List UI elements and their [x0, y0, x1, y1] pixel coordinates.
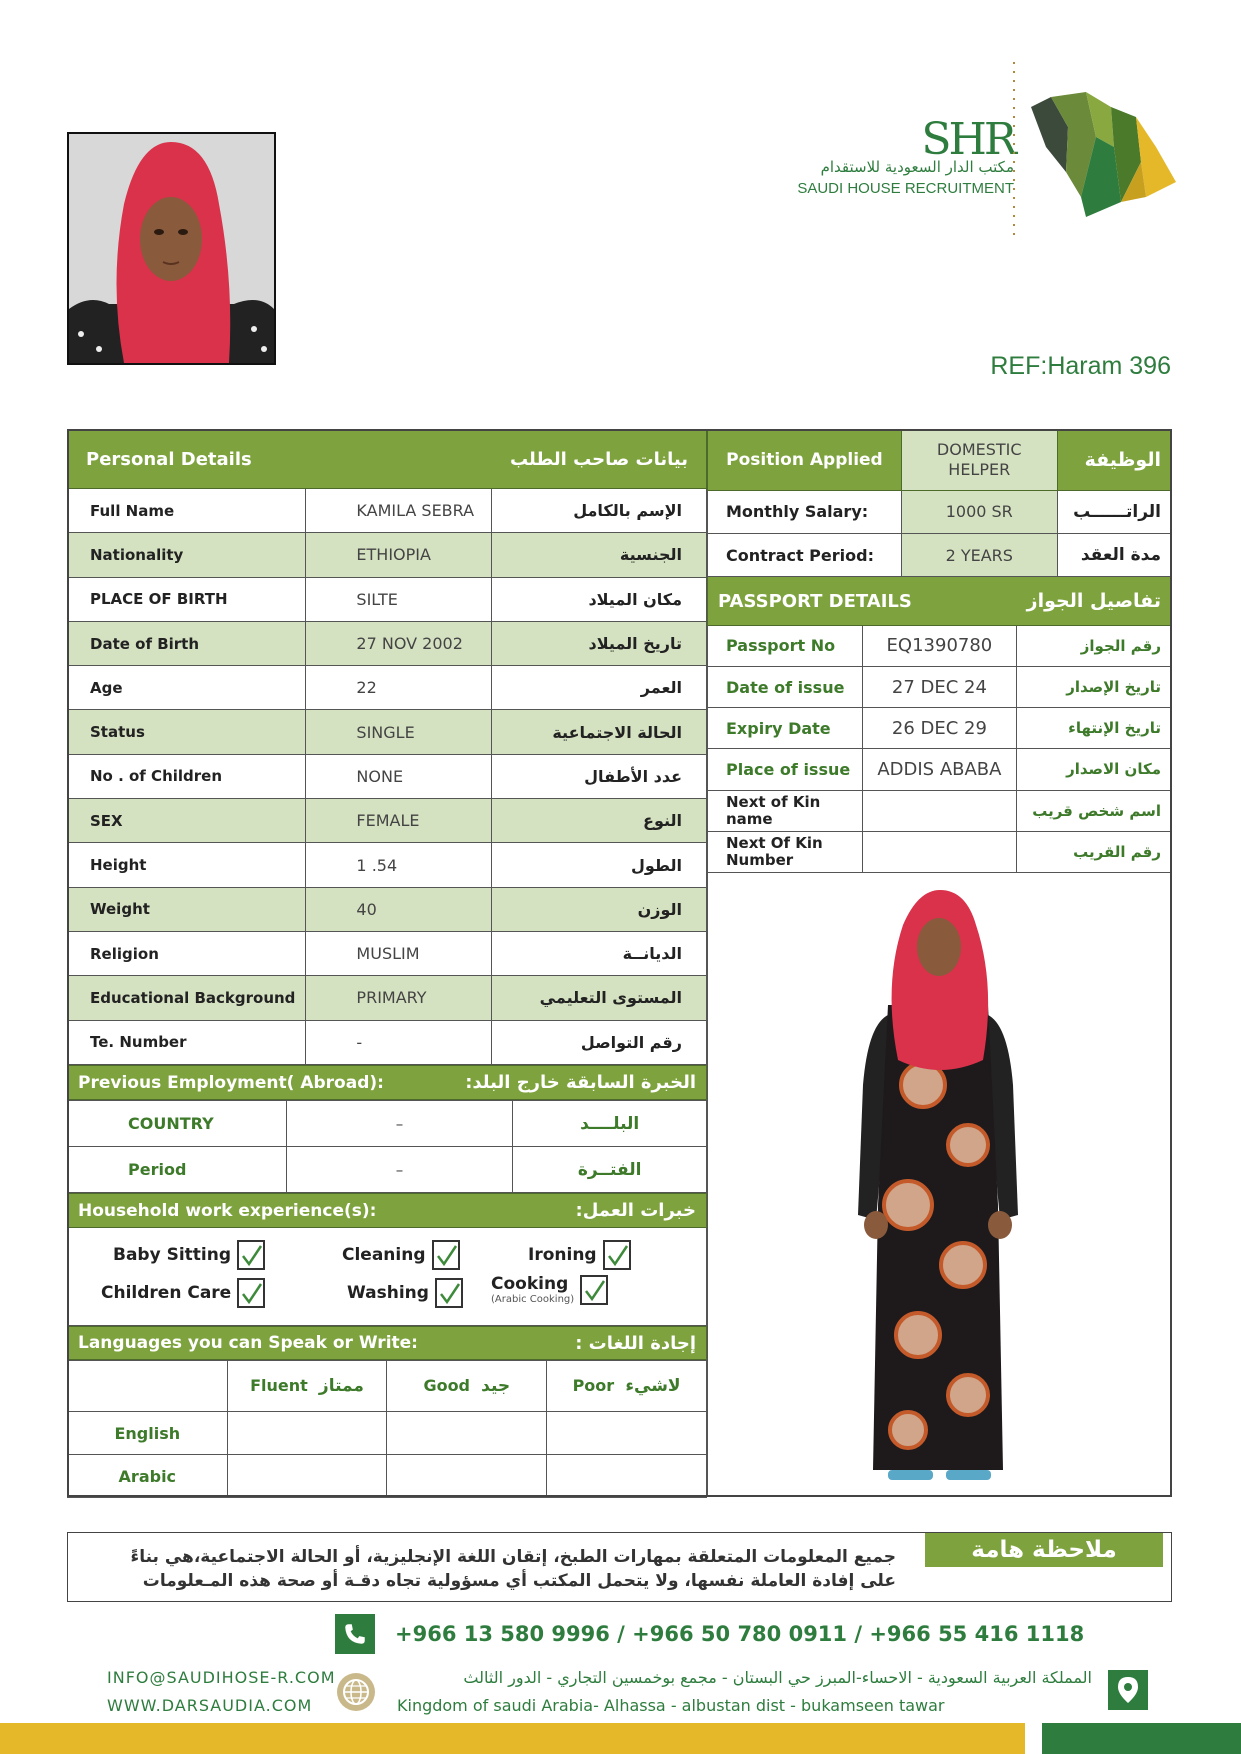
field-label-ar: عدد الأطفال: [492, 754, 707, 798]
personal-details-title-ar: بيانات صاحب الطلب: [492, 430, 707, 489]
level-ar: جيد: [481, 1376, 511, 1396]
passport-title-ar: تفاصيل الجواز: [1017, 577, 1172, 625]
checkbox-checked-icon[interactable]: [603, 1240, 631, 1270]
skill-label: [113, 1245, 231, 1265]
skill-label-text: Cleaning: [342, 1245, 426, 1265]
passport-field-label: Date of issue: [708, 666, 863, 707]
language-level-header: [387, 1361, 547, 1412]
skill-label-text: Baby Sitting: [113, 1245, 232, 1265]
reference-number: REF:Haram 396: [990, 352, 1171, 380]
checkbox-checked-icon[interactable]: [435, 1278, 463, 1308]
table-row: [68, 489, 707, 533]
previous-employment-title-ar: الخبرة السابقة خارج البلد:: [429, 1066, 707, 1100]
field-value: 40: [306, 887, 492, 931]
previous-value: –: [286, 1147, 512, 1193]
address-english: Kingdom of saudi Arabia- Alhassa - albustan dist - bukamseen tawar: [397, 1696, 945, 1715]
logo-english: SAUDI HOUSE RECRUITMENT: [797, 180, 1014, 197]
level-en: Poor: [572, 1376, 615, 1395]
table-row: [708, 749, 1172, 790]
previous-employment-table: [67, 1100, 707, 1193]
language-fluent-cell: [227, 1412, 387, 1455]
field-value: -: [306, 1020, 492, 1064]
passport-field-label-ar: اسم شخص قريب: [1017, 790, 1172, 831]
language-poor-cell: [547, 1455, 707, 1498]
passport-field-label: Next of Kin name: [708, 790, 863, 831]
skill-label: [528, 1245, 597, 1265]
personal-details-table: [67, 429, 707, 1065]
field-label-ar: الوزن: [492, 887, 707, 931]
table-row: [708, 490, 1172, 533]
field-value: SILTE: [306, 577, 492, 621]
location-pin-icon: [1108, 1670, 1148, 1710]
map-emblem-icon: [1026, 87, 1186, 217]
skill-sublabel: (Arabic Cooking): [491, 1294, 575, 1305]
household-skill: [101, 1278, 265, 1308]
passport-field-label: Expiry Date: [708, 708, 863, 749]
field-label-ar: الطول: [492, 843, 707, 887]
household-header: [67, 1193, 707, 1228]
table-row: [68, 799, 707, 843]
passport-field-value: 26 DEC 29: [862, 708, 1016, 749]
field-value: MUSLIM: [306, 931, 492, 975]
passport-field-value: ADDIS ABABA: [862, 749, 1016, 790]
passport-field-value: 27 DEC 24: [862, 666, 1016, 707]
table-row: [68, 887, 707, 931]
field-label: Religion: [68, 931, 306, 975]
address-arabic: المملكة العربية السعودية - الاحساء-المبرز حي البستان - مجمع بوخمسين التجاري - الدور الثالث: [463, 1668, 1092, 1687]
passport-field-label-ar: مكان الاصدار: [1017, 749, 1172, 790]
note-line-2: على إفادة العاملة نفسها، ولا يتحمل المكتب أي مسؤولية تجاه دقـة أو صحة هذه المـعلومات: [142, 1571, 896, 1591]
level-ar: لاشيء: [625, 1376, 681, 1396]
language-level-header: [227, 1361, 387, 1412]
field-label-ar: العمر: [492, 666, 707, 710]
table-row: [68, 1020, 707, 1064]
field-value: PRIMARY: [306, 976, 492, 1020]
table-row: [708, 625, 1172, 666]
field-label-ar: تاريخ الميلاد: [492, 621, 707, 665]
passport-field-label: Passport No: [708, 625, 863, 666]
field-value: ETHIOPIA: [306, 533, 492, 577]
table-row: [708, 666, 1172, 707]
language-good-cell: [387, 1412, 547, 1455]
field-label-ar: مدة العقد: [1057, 534, 1171, 577]
passport-field-value: [862, 831, 1016, 872]
field-label: Educational Background: [68, 976, 306, 1020]
field-label-ar: رقم التواصل: [492, 1020, 707, 1064]
household-skills: [67, 1228, 707, 1326]
personal-details-title-en: Personal Details: [68, 430, 492, 489]
field-value: KAMILA SEBRA: [306, 489, 492, 533]
field-label: No . of Children: [68, 754, 306, 798]
field-label: Contract Period:: [708, 534, 902, 577]
footer-bar-yellow: [0, 1723, 1025, 1754]
skill-label: [101, 1283, 231, 1303]
field-label-ar: الحالة الاجتماعية: [492, 710, 707, 754]
field-value: 27 NOV 2002: [306, 621, 492, 665]
level-en: Fluent: [250, 1376, 308, 1395]
field-value: 1 .54: [306, 843, 492, 887]
table-row: [708, 534, 1172, 577]
note-text: [131, 1545, 896, 1593]
checkbox-checked-icon[interactable]: [432, 1240, 460, 1270]
checkbox-checked-icon[interactable]: [580, 1275, 608, 1305]
field-label: Te. Number: [68, 1020, 306, 1064]
field-label: Age: [68, 666, 306, 710]
field-label-ar: الراتــــــب: [1057, 490, 1171, 533]
table-row: [68, 621, 707, 665]
phone-numbers[interactable]: +966 13 580 9996 / +966 50 780 0911 / +966 55 416 1118: [395, 1622, 1085, 1646]
table-row: [68, 1147, 707, 1193]
language-good-cell: [387, 1455, 547, 1498]
previous-employment-header: [67, 1065, 707, 1100]
language-header-blank: [68, 1361, 228, 1412]
footer-bar-green: [1042, 1723, 1241, 1754]
field-label: Full Name: [68, 489, 306, 533]
languages-title-en: Languages you can Speak or Write:: [68, 1327, 527, 1360]
checkbox-checked-icon[interactable]: [237, 1240, 265, 1270]
field-label: Weight: [68, 887, 306, 931]
field-value: 1000 SR: [901, 490, 1057, 533]
table-row: [708, 708, 1172, 749]
language-name: Arabic: [68, 1455, 228, 1498]
previous-label-ar: الفتــرة: [513, 1147, 707, 1193]
field-value: SINGLE: [306, 710, 492, 754]
table-row: [68, 1361, 707, 1412]
language-poor-cell: [547, 1412, 707, 1455]
field-label: SEX: [68, 799, 306, 843]
level-ar: ممتاز: [318, 1376, 364, 1396]
full-body-photo: [707, 873, 1172, 1497]
table-row: [68, 533, 707, 577]
languages-table: [67, 1360, 707, 1497]
field-label-ar: النوع: [492, 799, 707, 843]
email-link[interactable]: INFO@SAUDIHOSE-R.COM: [107, 1668, 336, 1687]
language-level-header: [547, 1361, 707, 1412]
important-note: [67, 1532, 1172, 1602]
phone-icon: [335, 1614, 375, 1654]
globe-icon: [337, 1673, 375, 1711]
table-row: [68, 577, 707, 621]
position-applied-ar: الوظيفة: [1057, 430, 1171, 491]
previous-employment-title-en: Previous Employment( Abroad):: [68, 1066, 429, 1100]
languages-header: [67, 1326, 707, 1360]
passport-field-value: EQ1390780: [862, 625, 1016, 666]
passport-field-label-ar: رقم الجواز: [1017, 625, 1172, 666]
table-row: [708, 790, 1172, 831]
field-value: NONE: [306, 754, 492, 798]
skill-label-text: Washing: [347, 1283, 429, 1303]
table-row: [68, 754, 707, 798]
field-value: FEMALE: [306, 799, 492, 843]
logo-arabic: مكتب الدار السعودية للاستقدام: [820, 158, 1014, 176]
table-row: [68, 666, 707, 710]
position-applied-value: DOMESTIC HELPER: [901, 430, 1057, 491]
position-applied-label: Position Applied: [708, 430, 902, 491]
skill-label: [347, 1283, 429, 1303]
passport-title-en: PASSPORT DETAILS: [708, 577, 1017, 625]
company-logo: [790, 62, 1210, 242]
table-row: [68, 931, 707, 975]
position-passport-table: [707, 429, 1172, 873]
level-en: Good: [423, 1376, 471, 1395]
field-label-ar: المستوى التعليمي: [492, 976, 707, 1020]
field-label: PLACE OF BIRTH: [68, 577, 306, 621]
household-title-en: Household work experience(s):: [68, 1194, 511, 1228]
passport-field-label: Next Of Kin Number: [708, 831, 863, 872]
language-fluent-cell: [227, 1455, 387, 1498]
field-label-ar: الجنسية: [492, 533, 707, 577]
field-label-ar: الديانــة: [492, 931, 707, 975]
household-skill: [491, 1274, 608, 1305]
field-label: Nationality: [68, 533, 306, 577]
table-row: [708, 831, 1172, 872]
table-row: [68, 1101, 707, 1147]
table-row: [68, 843, 707, 887]
household-skill: [347, 1278, 463, 1308]
table-row: [68, 1412, 707, 1455]
previous-label: COUNTRY: [68, 1101, 287, 1147]
household-skill: [528, 1240, 631, 1270]
previous-label-ar: البلــــد: [513, 1101, 707, 1147]
passport-field-label-ar: تاريخ الإنتهاء: [1017, 708, 1172, 749]
passport-field-label-ar: تاريخ الإصدار: [1017, 666, 1172, 707]
field-value: 2 YEARS: [901, 534, 1057, 577]
field-label: Monthly Salary:: [708, 490, 902, 533]
table-row: [68, 710, 707, 754]
field-label-ar: الإسم بالكامل: [492, 489, 707, 533]
field-label: Status: [68, 710, 306, 754]
language-name: English: [68, 1412, 228, 1455]
passport-field-value: [862, 790, 1016, 831]
previous-value: –: [286, 1101, 512, 1147]
languages-title-ar: إجادة اللغات :: [527, 1327, 707, 1360]
note-line-1: جميع المعلومات المتعلقة بمهارات الطبخ، إتقان اللغة الإنجليزية، أو الحالة الاجتماعية،هي بناءً: [130, 1547, 896, 1567]
field-value: 22: [306, 666, 492, 710]
household-skill: [342, 1240, 460, 1270]
table-row: [68, 1455, 707, 1498]
skill-label: [491, 1274, 574, 1305]
skill-label-text: Ironing: [528, 1245, 597, 1265]
skill-label-text: Children Care: [101, 1283, 232, 1303]
note-badge: ملاحظة هامة: [925, 1533, 1163, 1567]
skill-label-text: Cooking: [491, 1274, 569, 1294]
skill-label: [342, 1245, 426, 1265]
checkbox-checked-icon[interactable]: [237, 1278, 265, 1308]
field-label: Height: [68, 843, 306, 887]
field-label-ar: مكان الميلاد: [492, 577, 707, 621]
logo-letters: SHR: [921, 114, 1014, 165]
table-row: [68, 976, 707, 1020]
household-skill: [113, 1240, 265, 1270]
previous-label: Period: [68, 1147, 287, 1193]
passport-field-label-ar: رقم القريب: [1017, 831, 1172, 872]
website-link[interactable]: WWW.DARSAUDIA.COM: [107, 1696, 313, 1715]
field-label: Date of Birth: [68, 621, 306, 665]
passport-field-label: Place of issue: [708, 749, 863, 790]
household-title-ar: خبرات العمل:: [511, 1194, 707, 1228]
applicant-photo: [67, 132, 276, 365]
